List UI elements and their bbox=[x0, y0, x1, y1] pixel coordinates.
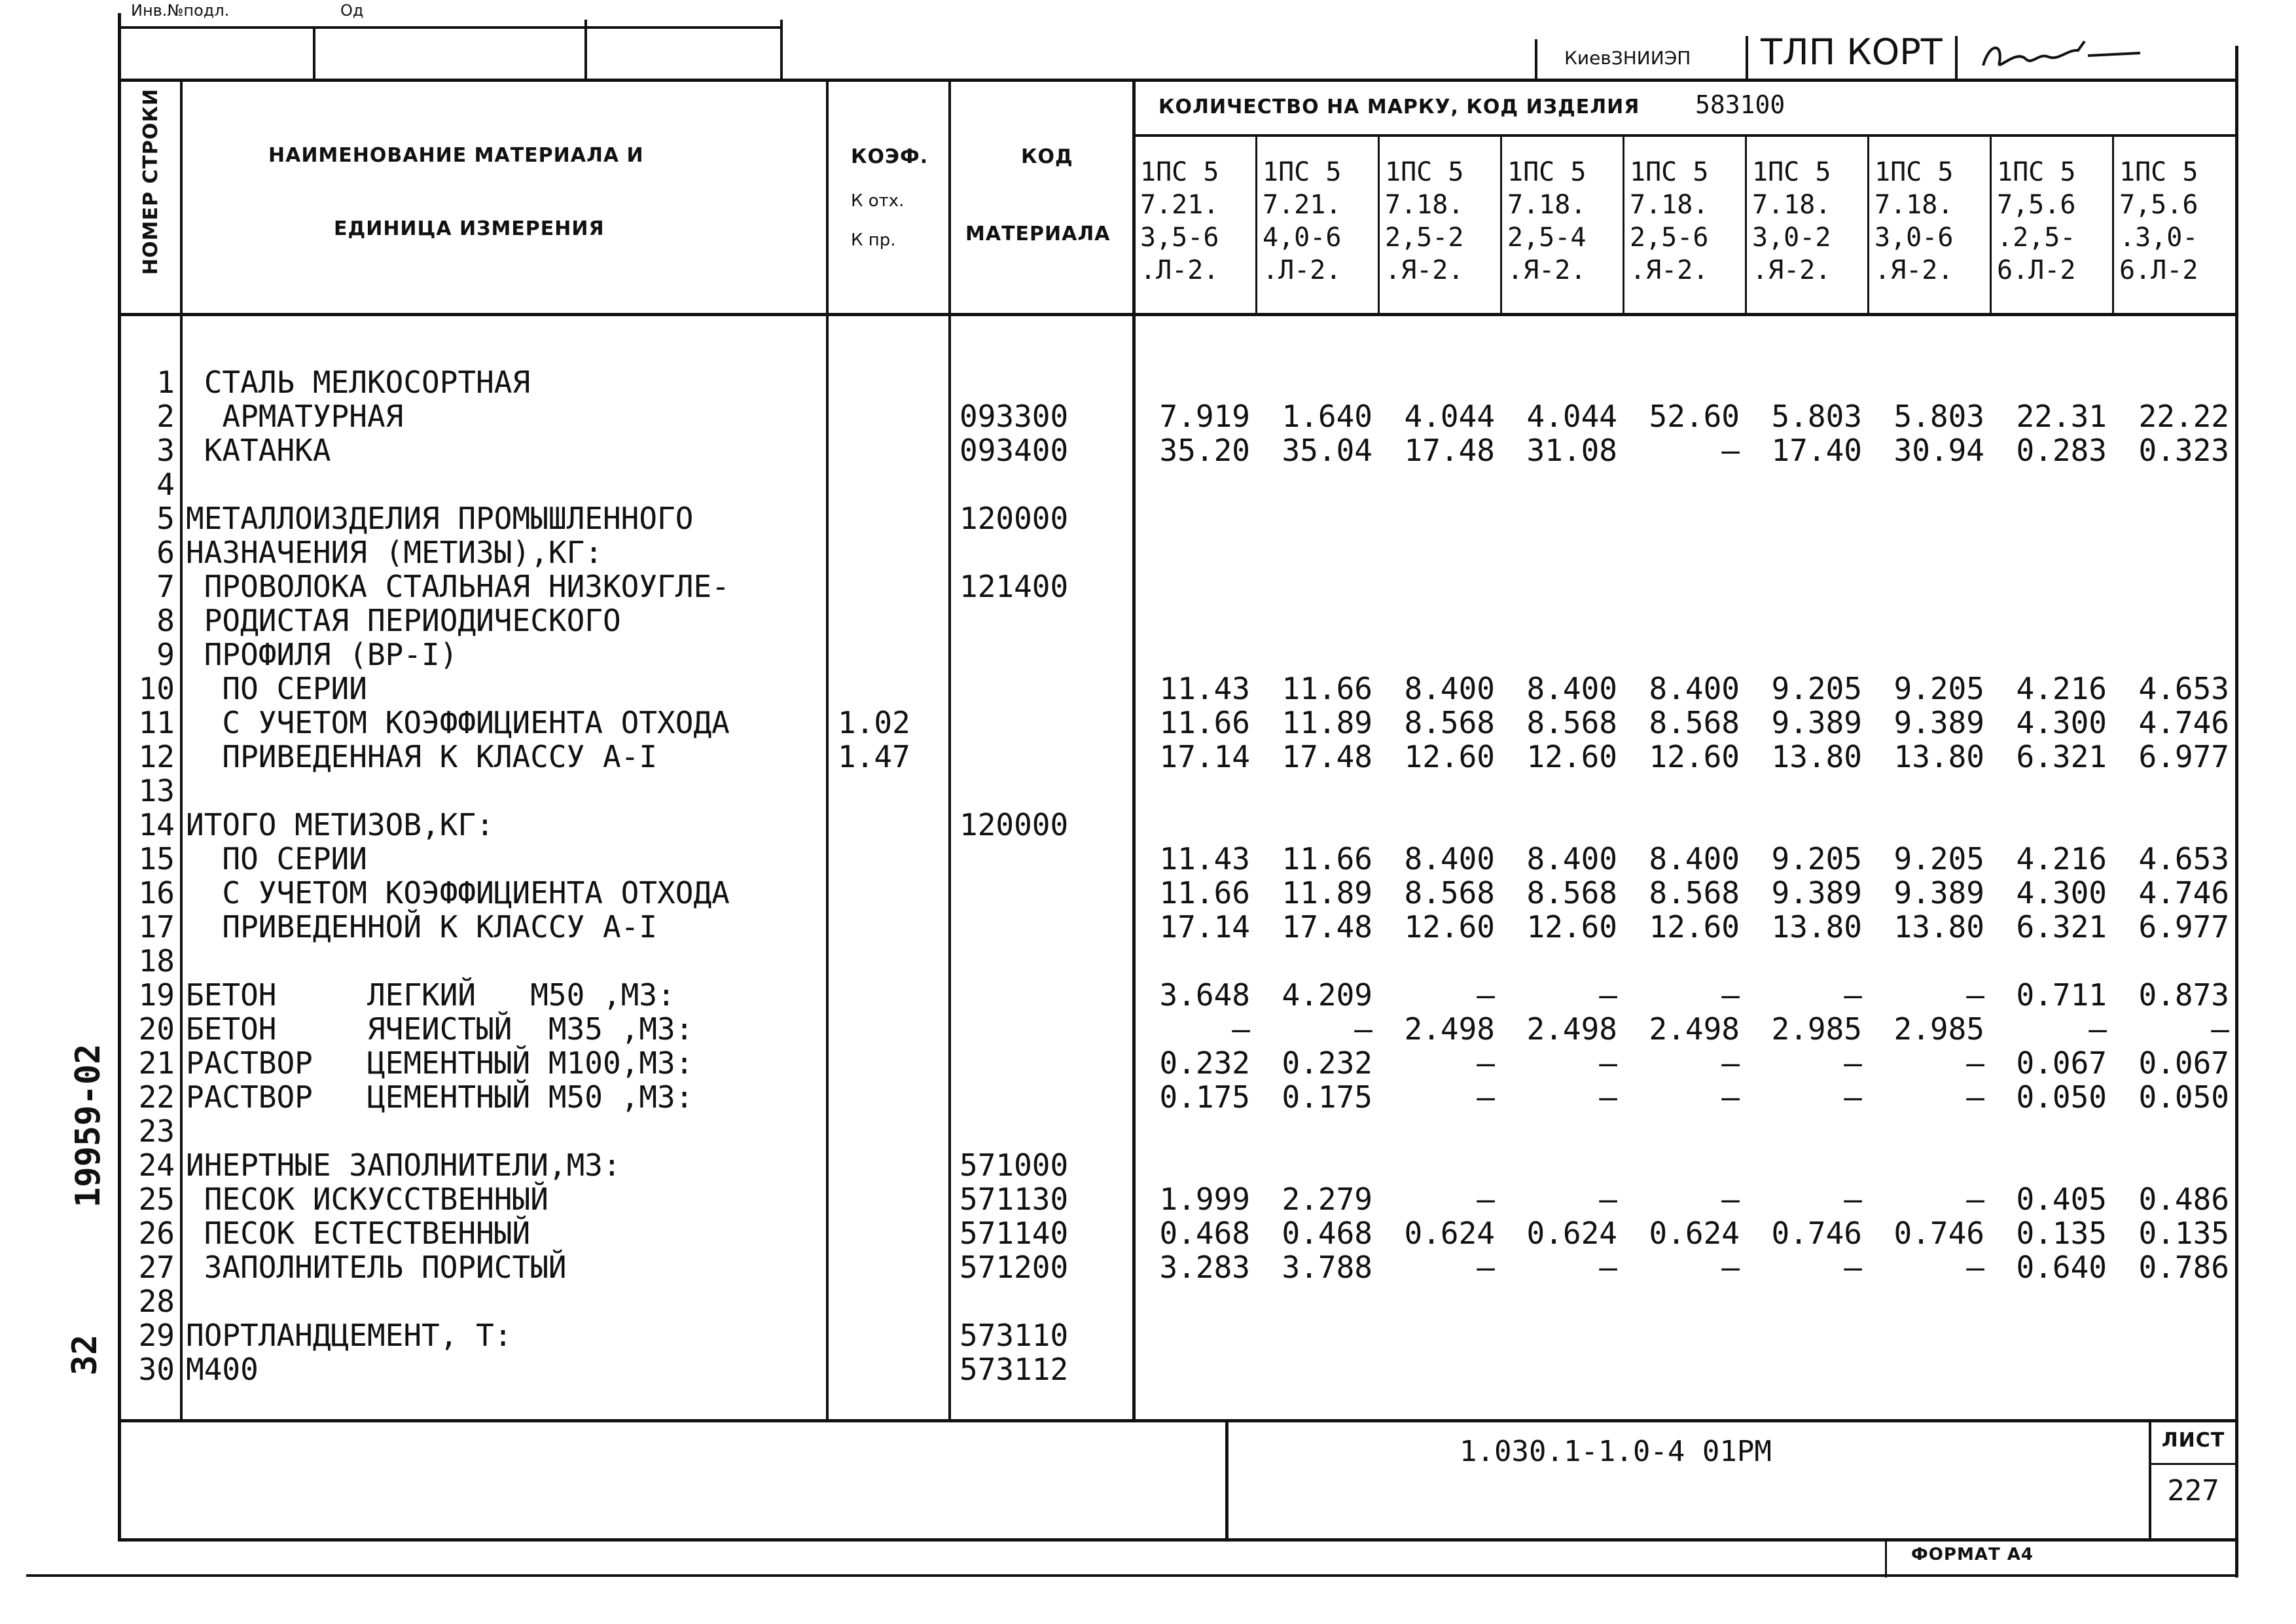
values-col-7: 5.803 30.94 9.205 9.389 13.80 9.205 9.389 13.80 – 2.985 – – – 0.746 – bbox=[1893, 399, 1984, 1285]
values-col-5: 52.60 – 8.400 8.568 12.60 8.400 8.568 12.60 – 2.498 – – – 0.624 – bbox=[1649, 399, 1740, 1285]
column-row-number: НОМЕР СТРОКИ bbox=[139, 88, 162, 275]
document-code: 1.030.1-1.0-4 01РМ bbox=[1460, 1435, 1772, 1468]
side-page-number: 32 bbox=[65, 1334, 105, 1376]
signature bbox=[1970, 36, 2147, 75]
values-col-4: 4.044 31.08 8.400 8.568 12.60 8.400 8.568 12.60 – 2.498 – – – 0.624 – bbox=[1526, 399, 1617, 1285]
sheet-number: 227 bbox=[2167, 1474, 2219, 1507]
column-coef-reduction: К пр. bbox=[851, 230, 896, 250]
product-9: 1ПС 5 7,5.6 .3,0- 6.Л-2 bbox=[2119, 157, 2198, 285]
values-col-2: 1.640 35.04 11.66 11.89 17.48 11.66 11.89 17.48 4.209 – 0.232 0.175 2.279 0.468 3.788 bbox=[1282, 399, 1372, 1285]
product-3: 1ПС 5 7.18. 2,5-2 .Я-2. bbox=[1385, 157, 1464, 285]
quantity-header: КОЛИЧЕСТВО НА МАРКУ, КОД ИЗДЕЛИЯ bbox=[1158, 96, 1640, 118]
product-code: 583100 bbox=[1695, 90, 1785, 119]
stamp-label: Од bbox=[340, 1, 364, 20]
organization: КиевЗНИИЭП bbox=[1564, 47, 1691, 69]
project-code: ТЛП КОРТ bbox=[1761, 31, 1943, 73]
values-col-8: 22.31 0.283 4.216 4.300 6.321 4.216 4.300 6.321 0.711 – 0.067 0.050 0.405 0.135 0.640 bbox=[2016, 399, 2107, 1285]
side-document-number: 19959-02 bbox=[69, 1043, 108, 1208]
product-5: 1ПС 5 7.18. 2,5-6 .Я-2. bbox=[1630, 157, 1709, 285]
sheet-label: ЛИСТ bbox=[2161, 1429, 2225, 1452]
values-col-9: 22.22 0.323 4.653 4.746 6.977 4.653 4.746 6.977 0.873 – 0.067 0.050 0.486 0.135 0.786 bbox=[2138, 399, 2229, 1285]
product-6: 1ПС 5 7.18. 3,0-2 .Я-2. bbox=[1752, 157, 1831, 285]
column-code-material: МАТЕРИАЛА bbox=[965, 223, 1111, 245]
material-names: СТАЛЬ МЕЛКОСОРТНАЯ АРМАТУРНАЯ КАТАНКА МЕТАЛЛОИЗДЕЛИЯ ПРОМЫШЛЕННОГО НАЗНАЧЕНИЯ (МЕТИЗЫ),КГ: ПРОВОЛОКА СТАЛЬНАЯ НИЗКОУГЛЕ- РОДИСТАЯ ПЕРИОДИЧЕСКОГО ПРОФИЛЯ (ВР-I) ПО СЕРИИ С УЧЕТОМ КОЭФФИЦИЕНТА ОТХОДА ПРИВЕДЕННАЯ К КЛАССУ А-I ИТОГО МЕТИЗОВ,КГ: ПО СЕРИИ С УЧЕТОМ КОЭФФИЦИЕНТА ОТХОДА ПРИВЕДЕННОЙ К КЛАССУ А-I БЕТОН ЛЕГКИЙ М50 ,М3: БЕТОН ЯЧЕИСТЫЙ М35 ,М3: РАСТВОР ЦЕМЕНТНЫЙ М100,М3: РАСТВОР ЦЕМЕНТНЫЙ М50 ,М3: ИНЕРТНЫЕ ЗАПОЛНИТЕЛИ,М3: ПЕСОК ИСКУССТВЕННЫЙ ПЕСОК ЕСТЕСТВЕННЫЙ ЗАПОЛНИТЕЛЬ ПОРИСТЫЙ ПОРТЛАНДЦЕМЕНТ, Т: М400 bbox=[186, 365, 730, 1387]
product-1: 1ПС 5 7.21. 3,5-6 .Л-2. bbox=[1140, 157, 1219, 285]
inventory-label: Инв.№подл. bbox=[131, 1, 230, 20]
values-col-1: 7.919 35.20 11.43 11.66 17.14 11.43 11.66 17.14 3.648 – 0.232 0.175 1.999 0.468 3.283 bbox=[1159, 399, 1250, 1285]
product-7: 1ПС 5 7.18. 3,0-6 .Я-2. bbox=[1874, 157, 1954, 285]
values-col-3: 4.044 17.48 8.400 8.568 12.60 8.400 8.568 12.60 – 2.498 – – – 0.624 – bbox=[1404, 399, 1495, 1285]
values-col-6: 5.803 17.40 9.205 9.389 13.80 9.205 9.389 13.80 – 2.985 – – – 0.746 – bbox=[1771, 399, 1862, 1285]
column-material-name-line1: НАИМЕНОВАНИЕ МАТЕРИАЛА И bbox=[268, 144, 644, 167]
material-codes: 093300 093400 120000 121400 120000 571000 571130 571140 571200 573110 573112 bbox=[960, 399, 1069, 1387]
product-2: 1ПС 5 7.21. 4,0-6 .Л-2. bbox=[1263, 157, 1342, 285]
column-coef-waste: К отх. bbox=[851, 191, 905, 211]
product-8: 1ПС 5 7,5.6 .2,5- 6.Л-2 bbox=[1997, 157, 2076, 285]
row-numbers: 1 2 3 4 5 6 7 8 9 10 11 12 13 14 15 16 17 18 19 20 21 22 23 24 25 26 27 28 29 30 bbox=[138, 365, 175, 1387]
column-code: КОД bbox=[1021, 145, 1073, 168]
column-coef: КОЭФ. bbox=[851, 145, 929, 168]
coefficients: 1.02 1.47 bbox=[838, 705, 910, 774]
paper-format: ФОРМАТ А4 bbox=[1911, 1545, 2034, 1564]
product-4: 1ПС 5 7.18. 2,5-4 .Я-2. bbox=[1507, 157, 1587, 285]
column-material-name-line2: ЕДИНИЦА ИЗМЕРЕНИЯ bbox=[334, 217, 605, 240]
